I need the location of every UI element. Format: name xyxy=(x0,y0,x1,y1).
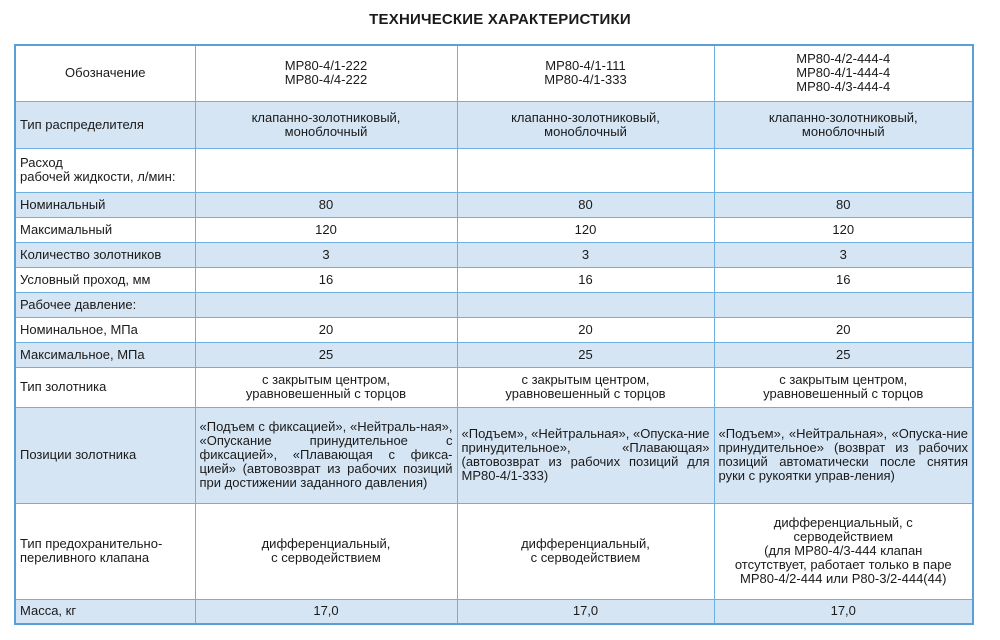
row-label: Рабочее давление: xyxy=(15,292,195,317)
cell-mr80-col1: «Подъем с фиксацией», «Нейтраль-ная», «Опускание принудительное с фиксацией», «Плавающая с фикса-цией» (автовозврат из рабочих позиций при достижении заданного давления) xyxy=(195,407,457,503)
cell-mr80-col1: 20 xyxy=(195,317,457,342)
table-row xyxy=(15,342,973,367)
row-label: Тип предохранительно- переливного клапана xyxy=(15,503,195,599)
row-label: Позиции золотника xyxy=(15,407,195,503)
table-row xyxy=(15,407,973,503)
cell-mr80-col2: с закрытым центром, уравновешенный с торцов xyxy=(457,367,714,407)
cell-mr80-col2: 17,0 xyxy=(457,599,714,624)
table-row xyxy=(15,292,973,317)
table-row xyxy=(15,192,973,217)
cell-mr80-col2 xyxy=(457,292,714,317)
cell-mr80-col3 xyxy=(714,292,973,317)
cell-mr80-col2: «Подъем», «Нейтральная», «Опуска-ние принудительное», «Плавающая» (автовозврат из рабочих позиций для МР80-4/1-333) xyxy=(457,407,714,503)
cell-mr80-col2: дифференциальный, с серводействием xyxy=(457,503,714,599)
row-label: Номинальный xyxy=(15,192,195,217)
table-row xyxy=(15,367,973,407)
page-title: ТЕХНИЧЕСКИЕ ХАРАКТЕРИСТИКИ xyxy=(369,11,631,28)
cell-mr80-col2: 120 xyxy=(457,217,714,242)
cell-mr80-col3: дифференциальный, с серводействием (для МР80-4/3-444 клапан отсутствует, работает только в паре МР80-4/2-444 или Р80-3/2-444(44) xyxy=(714,503,973,599)
row-label: Тип золотника xyxy=(15,367,195,407)
cell-mr80-col1: клапанно-золотниковый, моноблочный xyxy=(195,101,457,148)
row-label: Обозначение xyxy=(15,45,195,101)
table-row xyxy=(15,242,973,267)
row-label: Расход рабочей жидкости, л/мин: xyxy=(15,148,195,192)
row-label: Масса, кг xyxy=(15,599,195,624)
row-label: Максимальный xyxy=(15,217,195,242)
cell-mr80-col3: 3 xyxy=(714,242,973,267)
cell-mr80-col2 xyxy=(457,148,714,192)
row-label: Максимальное, МПа xyxy=(15,342,195,367)
cell-mr80-col1: МР80-4/1-222 МР80-4/4-222 xyxy=(195,45,457,101)
cell-mr80-col1: 120 xyxy=(195,217,457,242)
table-row xyxy=(15,267,973,292)
row-label: Условный проход, мм xyxy=(15,267,195,292)
cell-mr80-col3: 20 xyxy=(714,317,973,342)
cell-mr80-col2: 3 xyxy=(457,242,714,267)
row-label: Тип распределителя xyxy=(15,101,195,148)
table-row xyxy=(15,45,973,101)
cell-mr80-col3: 25 xyxy=(714,342,973,367)
cell-mr80-col1 xyxy=(195,292,457,317)
row-label: Номинальное, МПа xyxy=(15,317,195,342)
table-row xyxy=(15,503,973,599)
cell-mr80-col3: 17,0 xyxy=(714,599,973,624)
cell-mr80-col1: 3 xyxy=(195,242,457,267)
cell-mr80-col1: дифференциальный, с серводействием xyxy=(195,503,457,599)
cell-mr80-col3: «Подъем», «Нейтральная», «Опуска-ние принудительное» (возврат из рабочих позиций автоматически после снятия руки с рукоятки управ-ления) xyxy=(714,407,973,503)
row-label: Количество золотников xyxy=(15,242,195,267)
cell-mr80-col2: 16 xyxy=(457,267,714,292)
table-row xyxy=(15,148,973,192)
cell-mr80-col3: 16 xyxy=(714,267,973,292)
cell-mr80-col3: с закрытым центром, уравновешенный с торцов xyxy=(714,367,973,407)
cell-mr80-col2: клапанно-золотниковый, моноблочный xyxy=(457,101,714,148)
cell-mr80-col2: 80 xyxy=(457,192,714,217)
cell-mr80-col2: МР80-4/1-111 МР80-4/1-333 xyxy=(457,45,714,101)
table-row xyxy=(15,101,973,148)
cell-mr80-col3: МР80-4/2-444-4 МР80-4/1-444-4 МР80-4/3-444-4 xyxy=(714,45,973,101)
cell-mr80-col1: 17,0 xyxy=(195,599,457,624)
cell-mr80-col2: 20 xyxy=(457,317,714,342)
specs-table xyxy=(14,44,974,625)
cell-mr80-col3: клапанно-золотниковый, моноблочный xyxy=(714,101,973,148)
cell-mr80-col1 xyxy=(195,148,457,192)
table-row xyxy=(15,317,973,342)
cell-mr80-col1: 16 xyxy=(195,267,457,292)
cell-mr80-col3: 120 xyxy=(714,217,973,242)
table-row xyxy=(15,599,973,624)
cell-mr80-col1: 25 xyxy=(195,342,457,367)
cell-mr80-col1: 80 xyxy=(195,192,457,217)
table-row xyxy=(15,217,973,242)
cell-mr80-col3 xyxy=(714,148,973,192)
cell-mr80-col1: с закрытым центром, уравновешенный с торцов xyxy=(195,367,457,407)
cell-mr80-col3: 80 xyxy=(714,192,973,217)
cell-mr80-col2: 25 xyxy=(457,342,714,367)
